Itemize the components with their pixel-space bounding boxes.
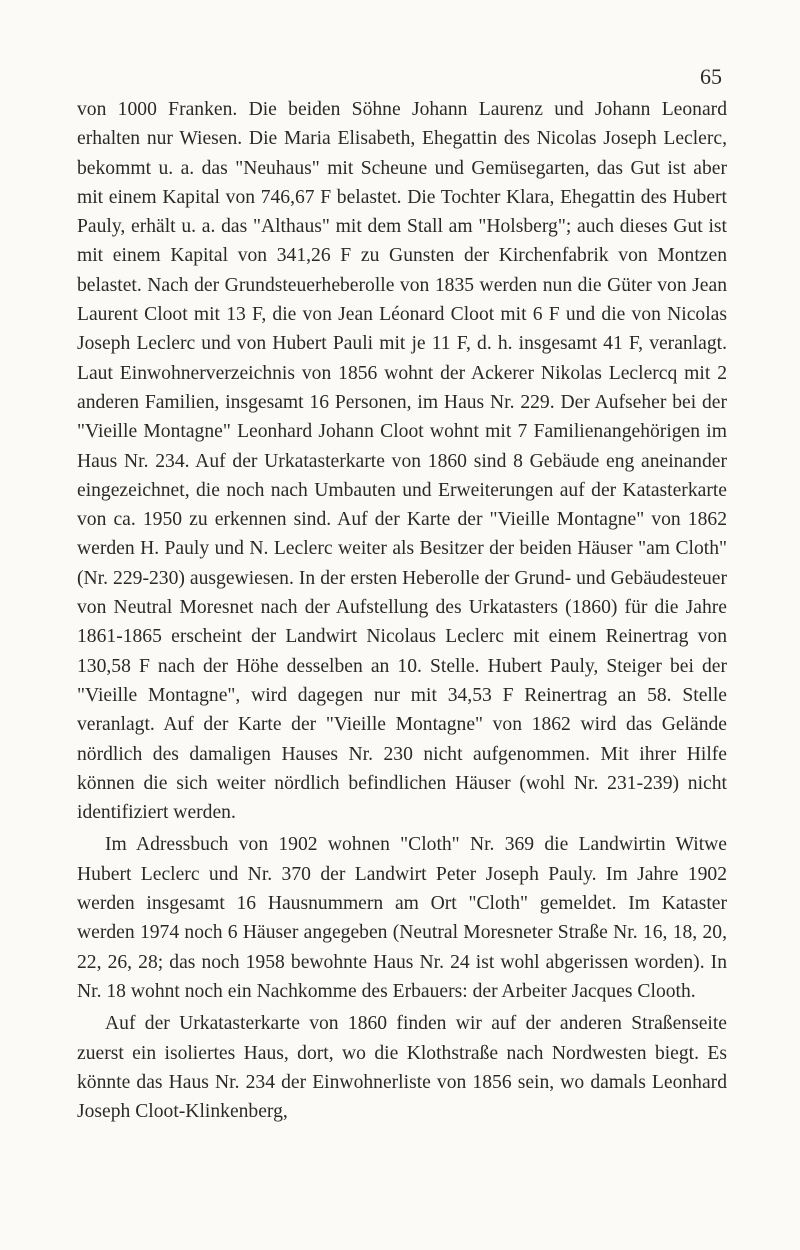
paragraph-2: Im Adressbuch von 1902 wohnen "Cloth" Nr. 369 die Landwirtin Witwe Hubert Leclerc und Nr. 370 der Landwirt Peter Joseph Pauly. Im Jahre 1902 werden insgesamt 16 Hausnummern am Ort "Cloth" gemeldet. Im Kataster werden 1974 noch 6 Häuser angegeben (Neutral Moresneter Straße Nr. 16, 18, 20, 22, 26, 28; das noch 1958 bewohnte Haus Nr. 24 ist wohl abgerissen worden). In Nr. 18 wohnt noch ein Nachkomme des Erbauers: der Arbeiter Jacques Clooth. [77, 834, 727, 1002]
body-text [77, 95, 727, 1126]
paragraph-1: von 1000 Franken. Die beiden Söhne Johann Laurenz und Johann Leonard erhalten nur Wiesen. Die Maria Elisabeth, Ehegattin des Nicolas Joseph Leclerc, bekommt u. a. das "Neuhaus" mit Scheune und Gemüsegarten, das Gut ist aber mit einem Kapital von 746,67 F belastet. Die Tochter Klara, Ehegattin des Hubert Pauly, erhält u. a. das "Althaus" mit dem Stall am "Holsberg"; auch dieses Gut ist mit einem Kapital von 341,26 F zu Gunsten der Kirchenfabrik von Montzen belastet. Nach der Grundsteuerheberolle von 1835 werden nun die Güter von Jean Laurent Cloot mit 13 F, die von Jean Léonard Cloot mit 6 F und die von Nicolas Joseph Leclerc und von Hubert Pauli mit je 11 F, d. h. insgesamt 41 F, veranlagt. Laut Einwohnerverzeichnis von 1856 wohnt der Ackerer Nikolas Leclercq mit 2 anderen Familien, insgesamt 16 Personen, im Haus Nr. 229. Der Aufseher bei der "Vieille Montagne" Leonhard Johann Cloot wohnt mit 7 Familienangehörigen im Haus Nr. 234. Auf der Urkatasterkarte von 1860 sind 8 Gebäude eng aneinander eingezeichnet, die noch nach Umbauten und Erweiterungen auf der Katasterkarte von ca. 1950 zu erkennen sind. Auf der Karte der "Vieille Montagne" von 1862 werden H. Pauly und N. Leclerc weiter als Besitzer der beiden Häuser "am Cloth" (Nr. 229-230) ausgewiesen. In der ersten Heberolle der Grund- und Gebäudesteuer von Neutral Moresnet nach der Aufstellung des Urkatasters (1860) für die Jahre 1861-1865 erscheint der Landwirt Nicolaus Leclerc mit einem Reinertrag von 130,58 F nach der Höhe desselben an 10. Stelle. Hubert Pauly, Steiger bei der "Vieille Montagne", wird dagegen nur mit 34,53 F Reinertrag an 58. Stelle veranlagt. Auf der Karte der "Vieille Montagne" von 1862 wird das Gelände nördlich des damaligen Hauses Nr. 230 nicht aufgenommen. Mit ihrer Hilfe können die sich weiter nördlich befindlichen Häuser (wohl Nr. 231-239) nicht identifiziert werden. [77, 99, 727, 824]
page-number: 65 [700, 64, 722, 89]
paragraph-3: Auf der Urkatasterkarte von 1860 finden wir auf der anderen Straßenseite zuerst ein isoliertes Haus, dort, wo die Klothstraße nach Nordwesten biegt. Es könnte das Haus Nr. 234 der Einwohnerliste von 1856 sein, wo damals Leonhard Joseph Cloot-Klinkenberg, [77, 1013, 727, 1123]
